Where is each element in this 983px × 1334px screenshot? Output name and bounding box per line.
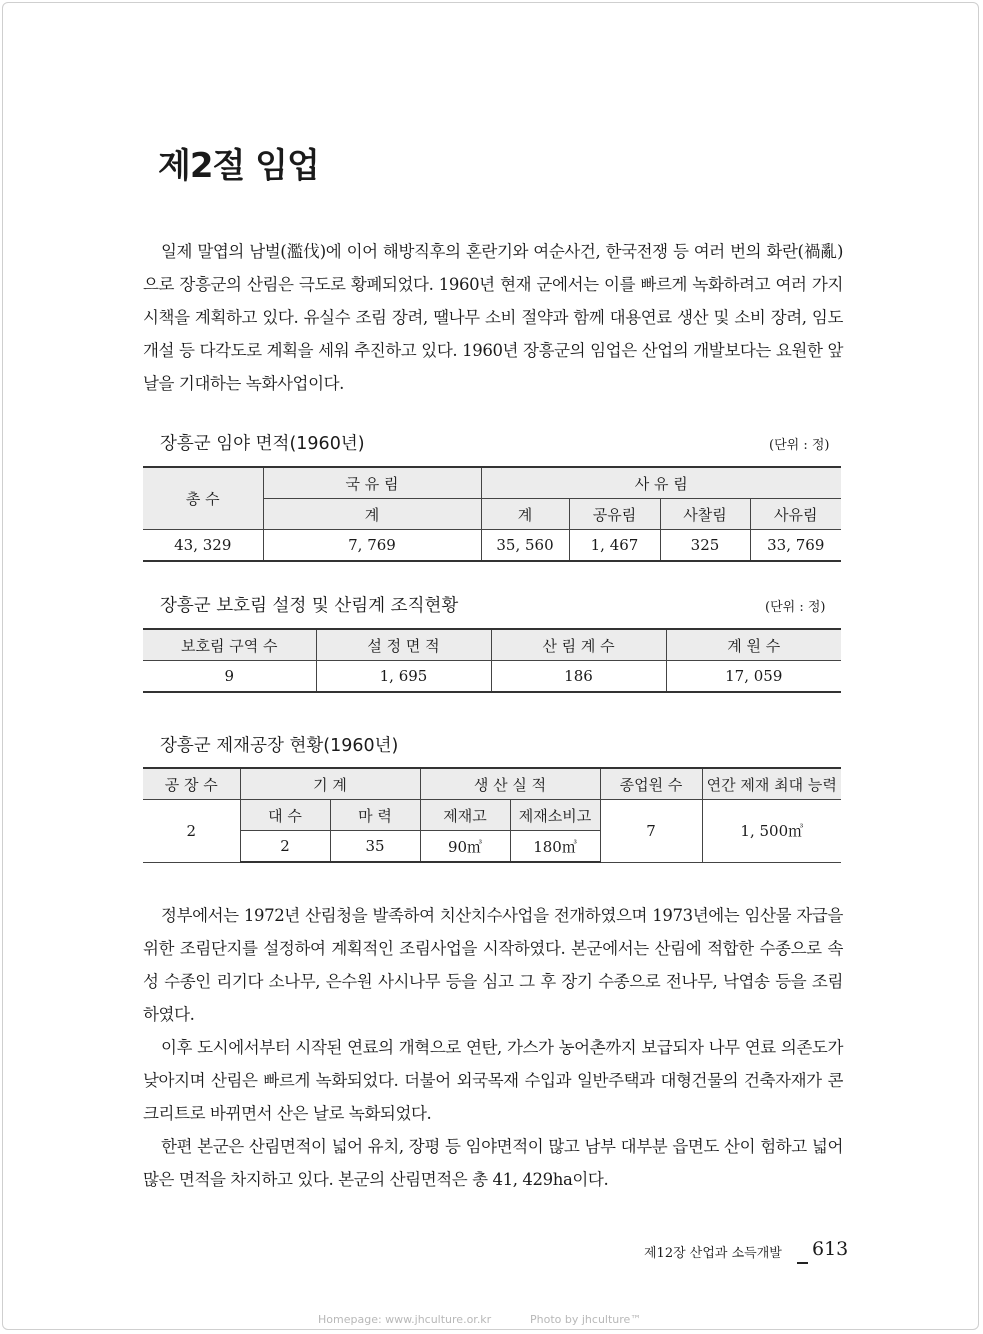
header-public-forest: 공유림 <box>569 499 660 530</box>
header-protection-zones: 보호림 구역 수 <box>143 629 316 661</box>
header-employees: 종업원 수 <box>600 768 702 800</box>
header-lumber: 제재고 <box>420 800 510 831</box>
cell-employees: 7 <box>600 800 702 863</box>
forest-area-table-unit: (단위 : 정) <box>769 438 830 453</box>
page-number: 613 <box>812 1238 849 1260</box>
header-consumption: 제재소비고 <box>510 800 600 831</box>
header-units: 대 수 <box>240 800 330 831</box>
cell-units: 2 <box>240 831 330 863</box>
protection-forest-table <box>143 628 841 693</box>
protection-forest-table-unit: (단위 : 정) <box>765 600 826 615</box>
header-members: 계 원 수 <box>666 629 841 661</box>
header-temple-forest: 사찰림 <box>660 499 750 530</box>
cell-protection-zones: 9 <box>143 661 316 693</box>
cell-factories: 2 <box>143 800 240 863</box>
cell-public-forest: 1, 467 <box>569 530 660 562</box>
body-paragraph-2: 이후 도시에서부터 시작된 연료의 개혁으로 연탄, 가스가 농어촌까지 보급되자 나무 연료 의존도가 낮아지며 산림은 빠르게 녹화되었다. 더불어 외국목재 수입과 일반주택과 대형건물의 건축자재가 콘크리트로 바뀌면서 산은 날로 녹화되었다. <box>143 1038 843 1123</box>
sawmill-table-title: 장흥군 제재공장 현황(1960년) <box>160 736 399 756</box>
sawmill-table <box>143 767 841 863</box>
forest-area-table <box>143 466 841 562</box>
table-row <box>143 661 841 693</box>
cell-members: 17, 059 <box>666 661 841 693</box>
header-private-sum: 계 <box>481 499 569 530</box>
intro-paragraph: 일제 말엽의 남벌(濫伐)에 이어 해방직후의 혼란기와 여순사건, 한국전쟁 등 여러 번의 화란(禍亂)으로 장흥군의 산림은 극도로 황폐되었다. 1960년 현재 군에서는 이를 빠르게 녹화하려고 여러 가지 시책을 계획하고 있다. 유실수 조림 장려, 땔나무 소비 절약과 함께 대용연료 생산 및 소비 장려, 임도 개설 등 다각도로 계획을 세워 추진하고 있다. 1960년 장흥군의 임업은 산업의 개발보다는 요원한 앞날을 기대하는 녹화사업이다. <box>143 242 843 393</box>
cell-forest-associations: 186 <box>491 661 666 693</box>
table-row <box>143 530 841 562</box>
cell-temple-forest: 325 <box>660 530 750 562</box>
header-machinery: 기 계 <box>240 768 420 800</box>
cell-capacity: 1, 500㎥ <box>702 800 841 863</box>
cell-designated-area: 1, 695 <box>316 661 491 693</box>
header-production: 생 산 실 적 <box>420 768 600 800</box>
section-title: 제2절 임업 <box>158 146 319 186</box>
header-private-forest: 사유림 <box>750 499 841 530</box>
cell-total: 43, 329 <box>143 530 263 562</box>
photo-credit: Photo by jhculture™ <box>530 1313 642 1326</box>
header-private-forest-group: 사 유 림 <box>481 467 841 499</box>
body-paragraph-3: 한편 본군은 산림면적이 넓어 유치, 장평 등 임야면적이 많고 남부 대부분 읍면도 산이 험하고 넓어 많은 면적을 차지하고 있다. 본군의 산림면적은 총 41, 429ha이다. <box>143 1137 843 1189</box>
protection-forest-table-title: 장흥군 보호림 설정 및 산림계 조직현황 <box>160 596 459 616</box>
header-capacity: 연간 제재 최대 능력 <box>702 768 841 800</box>
cell-national-sum: 7, 769 <box>263 530 481 562</box>
header-designated-area: 설 정 면 적 <box>316 629 491 661</box>
homepage-credit: Homepage: www.jhculture.or.kr <box>318 1313 492 1326</box>
header-national-forest: 국 유 림 <box>263 467 481 499</box>
header-horsepower: 마 력 <box>330 800 420 831</box>
header-national-sum: 계 <box>263 499 481 530</box>
cell-private-forest: 33, 769 <box>750 530 841 562</box>
footer-chapter: 제12장 산업과 소득개발 <box>644 1246 782 1261</box>
body-paragraph-1: 정부에서는 1972년 산림청을 발족하여 치산치수사업을 전개하였으며 1973년에는 임산물 자급을 위한 조림단지를 설정하여 계획적인 조림사업을 시작하였다. 본군에서는 산림에 적합한 수종으로 속성 수종인 리기다 소나무, 은수원 사시나무 등을 심고 그 후 장기 수종으로 전나무, 낙엽송 등을 조림하였다. <box>143 906 843 1024</box>
header-total: 총 수 <box>143 467 263 530</box>
forest-area-table-title: 장흥군 임야 면적(1960년) <box>160 434 365 454</box>
cell-lumber: 90㎥ <box>420 831 510 863</box>
cell-horsepower: 35 <box>330 831 420 863</box>
cell-private-sum: 35, 560 <box>481 530 569 562</box>
header-forest-associations: 산 림 계 수 <box>491 629 666 661</box>
cell-consumption: 180㎥ <box>510 831 600 863</box>
header-factories: 공 장 수 <box>143 768 240 800</box>
footer-divider <box>797 1262 808 1264</box>
